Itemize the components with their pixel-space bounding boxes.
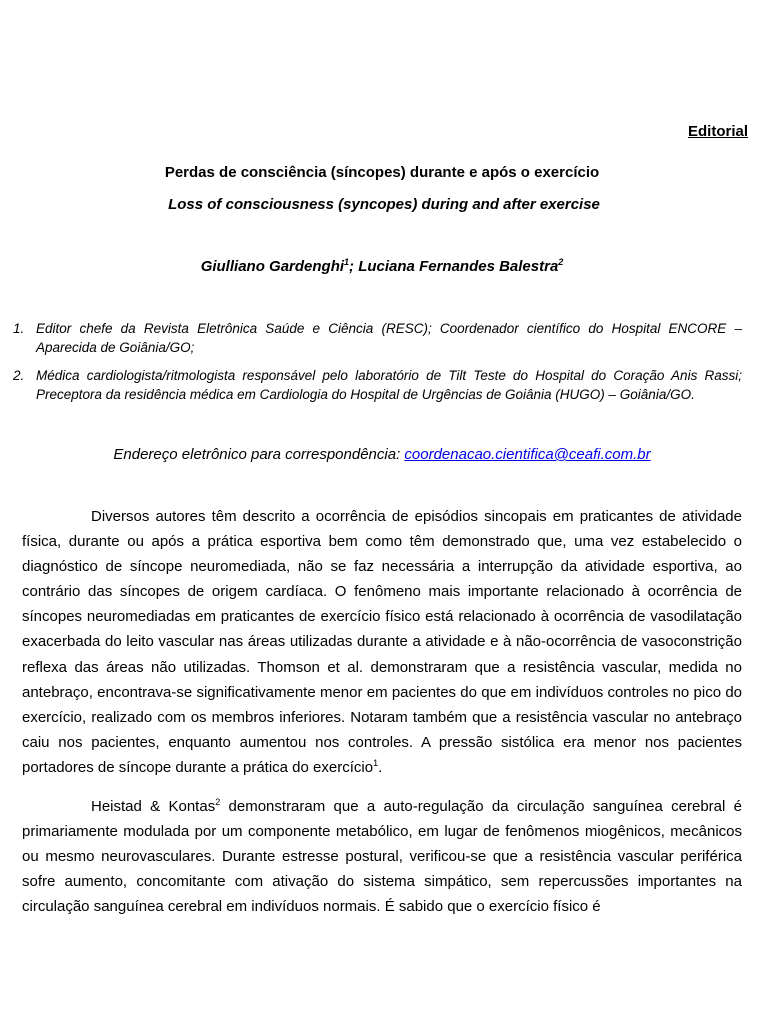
body-paragraph bbox=[22, 504, 742, 780]
affiliation-item bbox=[13, 366, 742, 404]
correspondence-line bbox=[0, 446, 764, 463]
citation-marker: 2 bbox=[215, 797, 221, 807]
author-line bbox=[0, 258, 764, 275]
title-portuguese: Perdas de consciência (síncopes) durante e após o exercício bbox=[164, 164, 600, 181]
author-affiliation-marker: 1 bbox=[344, 257, 350, 267]
body-paragraph bbox=[22, 794, 742, 919]
paragraph-text: Diversos autores têm descrito a ocorrência de episódios sincopais em praticantes de atividade física, durante ou após a prática esportiva bem como têm demonstrado que, uma vez estabelecido o diagnóstico de síncope neuromediada, não se faz necessária a interrupção da atividade esportiva, ao contrário das síncopes de origem cardíaca. O fenômeno mais importante relacionado à ocorrência de síncopes neuromediadas em praticantes de exercício físico está relacionado à ocorrência de vasodilatação exacerbada do leito vascular nas áreas utilizadas durante a atividade e à não-ocorrência de vasoconstrição reflexa das áreas não utilizadas. Thomson et al. demonstraram que a resistência vascular, medida no antebraço, encontrava-se significativamente menor em pacientes do que em indivíduos controles no pico do exercício, realizado com os membros inferiores. Notaram também que a resistência vascular no antebraço caiu nos pacientes, enquanto aumentou nos controles. A pressão sistólica era menor nos pacientes portadores de síncope durante a prática do exercício bbox=[22, 508, 742, 776]
author-name: Luciana Fernandes Balestra bbox=[358, 258, 559, 275]
title-english: Loss of consciousness (syncopes) during and after exercise bbox=[168, 196, 600, 213]
author-separator: ; bbox=[349, 258, 359, 275]
citation-marker: 1 bbox=[373, 757, 379, 768]
affiliation-item bbox=[13, 319, 742, 357]
correspondence-label: Endereço eletrônico para correspondência: bbox=[113, 446, 405, 463]
affiliation-text: Editor chefe da Revista Eletrônica Saúde e Ciência (RESC); Coordenador científico do Hospital ENCORE – Aparecida de Goiânia/GO; bbox=[36, 321, 742, 355]
paragraph-text: demonstraram que a auto-regulação da circulação sanguínea cerebral é primariamente modulada por um componente metabólico, em lugar de fenômenos miogênicos, mecânicos ou mesmo neurovasculares. Durante estresse postural, verificou-se que a resistência vascular periférica sofre aumento, concomitante com ativação do sistema simpático, sem repercussões importantes na circulação sanguínea cerebral em indivíduos normais. É sabido que o exercício físico é bbox=[22, 798, 742, 916]
correspondence-email-link[interactable]: coordenacao.cientifica@ceafi.com.br bbox=[404, 446, 651, 463]
paragraph-lead: Heistad & Kontas bbox=[91, 798, 216, 815]
section-label: Editorial bbox=[687, 123, 748, 140]
affiliation-number: 1. bbox=[13, 321, 25, 336]
affiliation-text: Médica cardiologista/ritmologista responsável pelo laboratório de Tilt Teste do Hospital do Coração Anis Rassi; Preceptora da residência médica em Cardiologia do Hospital de Urgências de Goiânia (HUGO) – Goiânia/GO. bbox=[36, 368, 742, 402]
author-affiliation-marker: 2 bbox=[558, 257, 564, 267]
author-name: Giulliano Gardenghi bbox=[200, 258, 345, 275]
affiliation-number: 2. bbox=[13, 368, 25, 383]
paragraph-end: . bbox=[378, 758, 383, 776]
